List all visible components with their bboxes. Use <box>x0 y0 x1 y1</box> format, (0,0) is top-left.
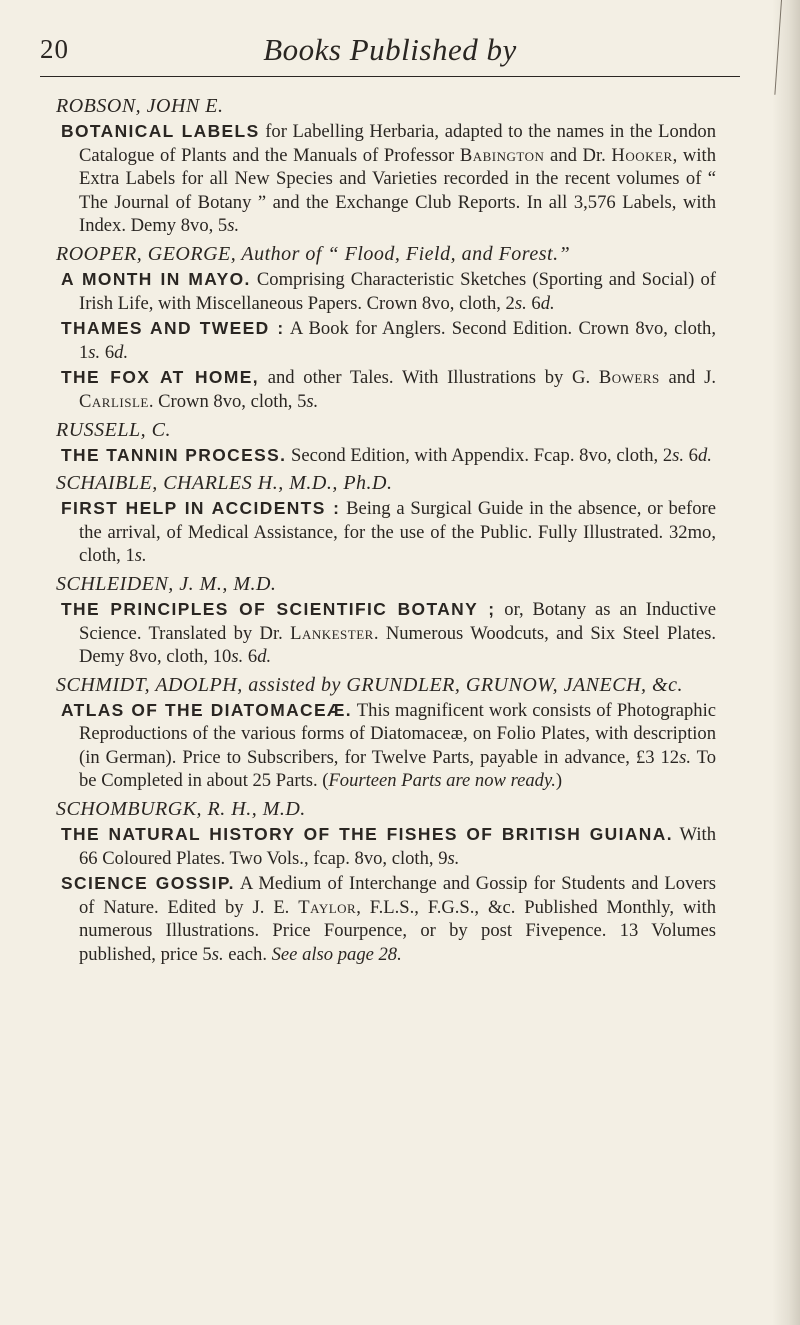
book-title: THAMES AND TWEED : <box>61 318 285 339</box>
running-head: Books Published by <box>263 32 517 67</box>
author-heading: RUSSELL, C. <box>56 418 171 441</box>
entry-text: . Numerous Woodcuts, and Six Steel Plates. Demy 8vo, cloth, 10 <box>79 622 717 668</box>
book-entry <box>56 598 716 669</box>
entry-text: each. <box>223 944 272 966</box>
entry-text: See also page 28. <box>271 944 402 966</box>
entry-text: Comprising Characteristic Sketches (Sporting and Social) of Irish Life, with Miscellaneous Papers. Crown 8vo, cloth, 2 <box>79 268 716 314</box>
entry-text: d. <box>697 444 712 466</box>
entry-text: Second Edition, with Appendix. Fcap. 8vo, cloth, 2 <box>286 444 673 466</box>
person-name: Lankester <box>290 622 374 644</box>
entry-text: , F.L.S., F.G.S., &c. Published Monthly, with numerous Illustrations. Price Fourpence, or by post Fivepence. 13 Volumes published, price 5 <box>79 896 716 966</box>
entry-text: ) <box>555 770 563 792</box>
person-name: Taylor <box>298 896 357 918</box>
entry-text: s. <box>672 444 685 466</box>
entry-text: s. <box>447 847 460 869</box>
book-entry <box>56 120 716 238</box>
entry-text: s. <box>134 545 147 567</box>
book-entry <box>56 823 716 870</box>
book-title: SCIENCE GOSSIP. <box>61 873 235 894</box>
entry-text: , with Extra Labels for all New Species and Varieties recorded in the recent volumes of “ The Journal of Botany ” and the Exchange Club Reports. In all 3,576 Labels, with Index. Demy 8vo, 5 <box>79 144 716 237</box>
entry-text: This magnificent work consists of Photographic Reproductions of the various forms of Diatomaceæ, on Folio Plates, with description (in German). Price to Subscribers, for Twelve Parts, payable in advance, £3 12 <box>79 699 716 768</box>
entry-text: s. <box>227 215 240 237</box>
entry-text: 6 <box>684 444 698 466</box>
book-entry <box>56 366 716 413</box>
book-entry <box>56 268 716 315</box>
entry-text: d. <box>114 341 129 363</box>
entry-text: s. <box>88 341 101 363</box>
entry-text: Being a Surgical Guide in the absence, or before the arrival, of Medical Assistance, for the use of the Public. Fully Illustrated. 32mo, cloth, 1 <box>79 498 716 567</box>
author-heading: SCHMIDT, ADOLPH, assisted by GRUNDLER, GRUNOW, JANECH, &c. <box>56 673 683 696</box>
book-title: THE NATURAL HISTORY OF THE FISHES OF BRITISH GUIANA. <box>61 824 673 845</box>
person-name: Hooker <box>611 144 673 166</box>
author-heading: ROOPER, GEORGE, Author of “ Flood, Field, and Forest.” <box>56 242 571 265</box>
entry-text: for Labelling Herbaria, adapted to the names in the London Catalogue of Plants and the Manuals of Professor <box>79 121 716 166</box>
entry-text: d. <box>540 292 555 314</box>
catalogue-listing <box>56 90 716 967</box>
page-number: 20 <box>40 34 69 64</box>
book-title: ATLAS OF THE DIATOMACEÆ. <box>61 699 353 720</box>
page-header <box>40 26 740 77</box>
entry-text: s. <box>211 944 224 966</box>
entry-text: s. <box>306 390 319 412</box>
author-heading: ROBSON, JOHN E. <box>56 95 224 117</box>
book-title: FIRST HELP IN ACCIDENTS : <box>61 498 341 519</box>
entry-text: A Medium of Interchange and Gossip for Students and Lovers of Nature. Edited by J. E. <box>79 873 716 918</box>
book-entry <box>56 444 716 468</box>
author-heading: SCHLEIDEN, J. M., M.D. <box>56 572 277 595</box>
book-entry <box>56 872 716 966</box>
entry-text: 6 <box>526 292 541 314</box>
person-name: Bowers <box>598 367 660 389</box>
entry-text: To be Completed in about 25 Parts. ( <box>79 746 717 792</box>
entry-text: d. <box>257 646 272 668</box>
book-entry <box>56 317 716 364</box>
book-title: THE FOX AT HOME, <box>61 367 259 388</box>
entry-text: With 66 Coloured Plates. Two Vols., fcap. 8vo, cloth, 9 <box>79 824 716 869</box>
book-title: THE TANNIN PROCESS. <box>61 444 287 465</box>
entry-text: Fourteen Parts are now ready. <box>328 770 556 792</box>
entry-text: 6 <box>100 341 115 363</box>
entry-text: 6 <box>243 646 258 668</box>
entry-text: or, Botany as an Inductive Science. Translated by Dr. <box>79 598 716 644</box>
page-edge-shadow <box>772 0 800 1325</box>
entry-text: and J. <box>659 367 716 389</box>
author-heading: SCHOMBURGK, R. H., M.D. <box>56 798 306 821</box>
book-title: A MONTH IN MAYO. <box>61 268 251 289</box>
author-heading: SCHAIBLE, CHARLES H., M.D., Ph.D. <box>56 472 393 495</box>
entry-text: . Crown 8vo, cloth, 5 <box>148 390 307 412</box>
person-name: Babington <box>459 144 545 166</box>
person-name: Carlisle <box>79 390 149 412</box>
entry-text: s. <box>231 646 244 668</box>
entry-text: s. <box>679 746 691 768</box>
book-title: THE PRINCIPLES OF SCIENTIFIC BOTANY ; <box>61 598 496 619</box>
book-title: BOTANICAL LABELS <box>61 121 260 141</box>
entry-text: A Book for Anglers. Second Edition. Crown 8vo, cloth, 1 <box>79 318 716 363</box>
entry-text: and Dr. <box>544 144 612 166</box>
book-entry <box>56 699 716 793</box>
entry-text: s. <box>514 292 527 314</box>
entry-text: and other Tales. With Illustrations by G. <box>258 367 599 389</box>
book-entry <box>56 497 716 568</box>
